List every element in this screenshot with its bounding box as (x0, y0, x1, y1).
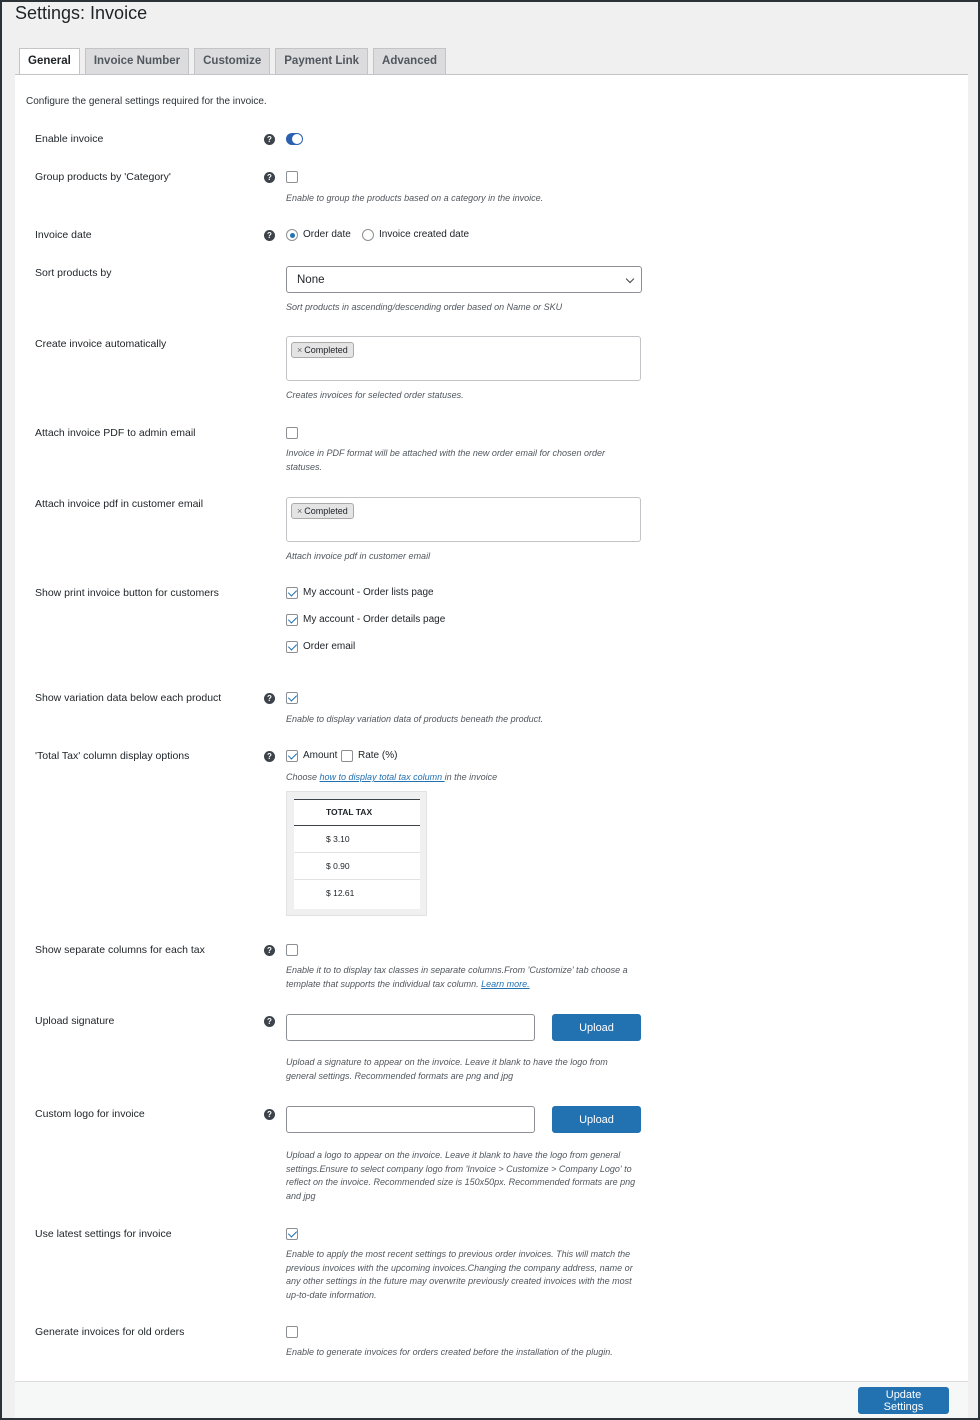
print-button-label: Show print invoice button for customers (35, 587, 219, 599)
rate-label: Rate (%) (358, 750, 398, 761)
variation-data-checkbox[interactable] (286, 692, 298, 704)
order-details-page-label: My account - Order details page (303, 614, 446, 625)
total-tax-desc-prefix: Choose (286, 772, 320, 782)
old-orders-checkbox[interactable] (286, 1326, 298, 1338)
upload-signature-label: Upload signature (35, 1015, 115, 1027)
invoice-date-label: Invoice date (35, 229, 92, 241)
total-tax-desc (286, 771, 638, 785)
group-products-desc: Enable to group the products based on a category in the invoice. (286, 193, 544, 203)
upload-signature-desc: Upload a signature to appear on the invoice. Leave it blank to have the logo from general settings. Recommended formats are png and jpg (286, 1057, 608, 1081)
amount-label: Amount (303, 750, 338, 761)
page-title: Settings: Invoice (15, 3, 148, 23)
tax-preview-row: $ 12.61 (326, 888, 355, 898)
sort-products-value: None (297, 274, 325, 286)
custom-logo-help-icon[interactable]: ? (264, 1109, 275, 1120)
tax-preview-row: $ 0.90 (294, 853, 420, 880)
order-date-radio[interactable] (286, 229, 298, 241)
custom-logo-desc: Upload a logo to appear on the invoice. Leave it blank to have the logo from general settings.Ensure to select company logo from 'Invoice > Customize > Company Logo' to reflect on the invoice. Recommended size is 150x50px. Recommended formats are png and jpg (286, 1150, 636, 1201)
group-products-help-icon[interactable]: ? (264, 172, 275, 183)
invoice-created-date-label: Invoice created date (379, 229, 470, 240)
old-orders-desc: Enable to generate invoices for orders created before the installation of the plugin. (286, 1347, 613, 1357)
group-products-label: Group products by 'Category' (35, 171, 171, 183)
enable-invoice-help-icon[interactable]: ? (264, 134, 275, 145)
invoice-created-date-radio[interactable] (362, 229, 374, 241)
attach-customer-multiselect[interactable] (286, 497, 641, 542)
variation-data-label: Show variation data below each product (35, 692, 222, 704)
sort-products-label: Sort products by (35, 267, 112, 279)
chip-label: Completed (304, 506, 348, 516)
remove-chip-icon[interactable]: × (297, 506, 303, 516)
learn-more-link[interactable]: Learn more. (481, 978, 530, 989)
chip-label: Completed (304, 345, 348, 355)
update-settings-button[interactable]: Update Settings (858, 1387, 949, 1414)
old-orders-label: Generate invoices for old orders (35, 1326, 185, 1338)
enable-invoice-toggle[interactable] (286, 133, 303, 145)
total-tax-desc-suffix: in the invoice (444, 772, 498, 782)
total-tax-label: 'Total Tax' column display options (35, 750, 190, 762)
latest-settings-desc: Enable to apply the most recent settings to previous order invoices. This will match the previous invoices with the upcoming invoices.Changing the company address, name or any other settings in the future may overwrite previously created invoices with the most up-to-date information. (286, 1249, 633, 1300)
latest-settings-checkbox[interactable] (286, 1228, 298, 1240)
separate-tax-help-icon[interactable]: ? (264, 945, 275, 956)
rate-checkbox[interactable] (341, 750, 353, 762)
invoice-date-help-icon[interactable]: ? (264, 230, 275, 241)
create-auto-label: Create invoice automatically (35, 338, 167, 350)
latest-settings-label: Use latest settings for invoice (35, 1228, 172, 1240)
enable-invoice-label: Enable invoice (35, 133, 104, 145)
total-tax-preview (286, 791, 427, 916)
tax-preview-table (294, 799, 420, 909)
separate-tax-checkbox[interactable] (286, 944, 298, 956)
attach-admin-label: Attach invoice PDF to admin email (35, 427, 196, 439)
group-products-checkbox[interactable] (286, 171, 298, 183)
tax-preview-row: $ 3.10 (294, 826, 420, 853)
tab-customize[interactable]: Customize (194, 48, 270, 75)
sort-products-desc: Sort products in ascending/descending order based on Name or SKU (286, 302, 563, 312)
attach-customer-desc: Attach invoice pdf in customer email (286, 551, 431, 561)
completed-chip (291, 503, 354, 519)
remove-chip-icon[interactable]: × (297, 345, 303, 355)
amount-checkbox[interactable] (286, 750, 298, 762)
order-email-checkbox[interactable] (286, 641, 298, 653)
completed-chip (291, 342, 354, 358)
upload-signature-button[interactable]: Upload (552, 1014, 641, 1041)
total-tax-help-icon[interactable]: ? (264, 751, 275, 762)
create-auto-multiselect[interactable] (286, 336, 641, 381)
order-date-label: Order date (303, 229, 351, 240)
total-tax-help-link[interactable]: how to display total tax column (319, 772, 445, 782)
tab-payment-link[interactable]: Payment Link (275, 48, 368, 75)
variation-data-desc: Enable to display variation data of products beneath the product. (286, 714, 544, 724)
signature-input[interactable] (286, 1014, 535, 1041)
tax-preview-header: TOTAL TAX (294, 799, 420, 826)
variation-data-help-icon[interactable]: ? (264, 693, 275, 704)
order-details-page-checkbox[interactable] (286, 614, 298, 626)
upload-signature-help-icon[interactable]: ? (264, 1016, 275, 1027)
chevron-down-icon (626, 275, 634, 283)
attach-admin-checkbox[interactable] (286, 427, 298, 439)
custom-logo-label: Custom logo for invoice (35, 1108, 145, 1120)
attach-admin-desc: Invoice in PDF format will be attached with the new order email for chosen order statuses. (286, 448, 605, 472)
separate-tax-desc-text: Enable it to to display tax classes in separate columns.From 'Customize' tab choose a template that supports the individual tax column. (286, 965, 628, 989)
attach-customer-label: Attach invoice pdf in customer email (35, 498, 204, 510)
settings-tabs (19, 48, 446, 75)
separate-tax-label: Show separate columns for each tax (35, 944, 205, 956)
upload-logo-button[interactable]: Upload (552, 1106, 641, 1133)
tab-invoice-number[interactable]: Invoice Number (85, 48, 189, 75)
order-email-label: Order email (303, 641, 356, 652)
separate-tax-desc (286, 964, 638, 991)
tab-advanced[interactable]: Advanced (373, 48, 446, 75)
order-lists-page-checkbox[interactable] (286, 587, 298, 599)
create-auto-desc: Creates invoices for selected order statuses. (286, 390, 464, 400)
logo-input[interactable] (286, 1106, 535, 1133)
intro-text: Configure the general settings required for the invoice. (26, 96, 267, 107)
settings-footer (15, 1381, 968, 1418)
order-lists-page-label: My account - Order lists page (303, 587, 434, 598)
tab-general[interactable]: General (19, 48, 80, 76)
sort-products-select[interactable] (286, 266, 642, 293)
